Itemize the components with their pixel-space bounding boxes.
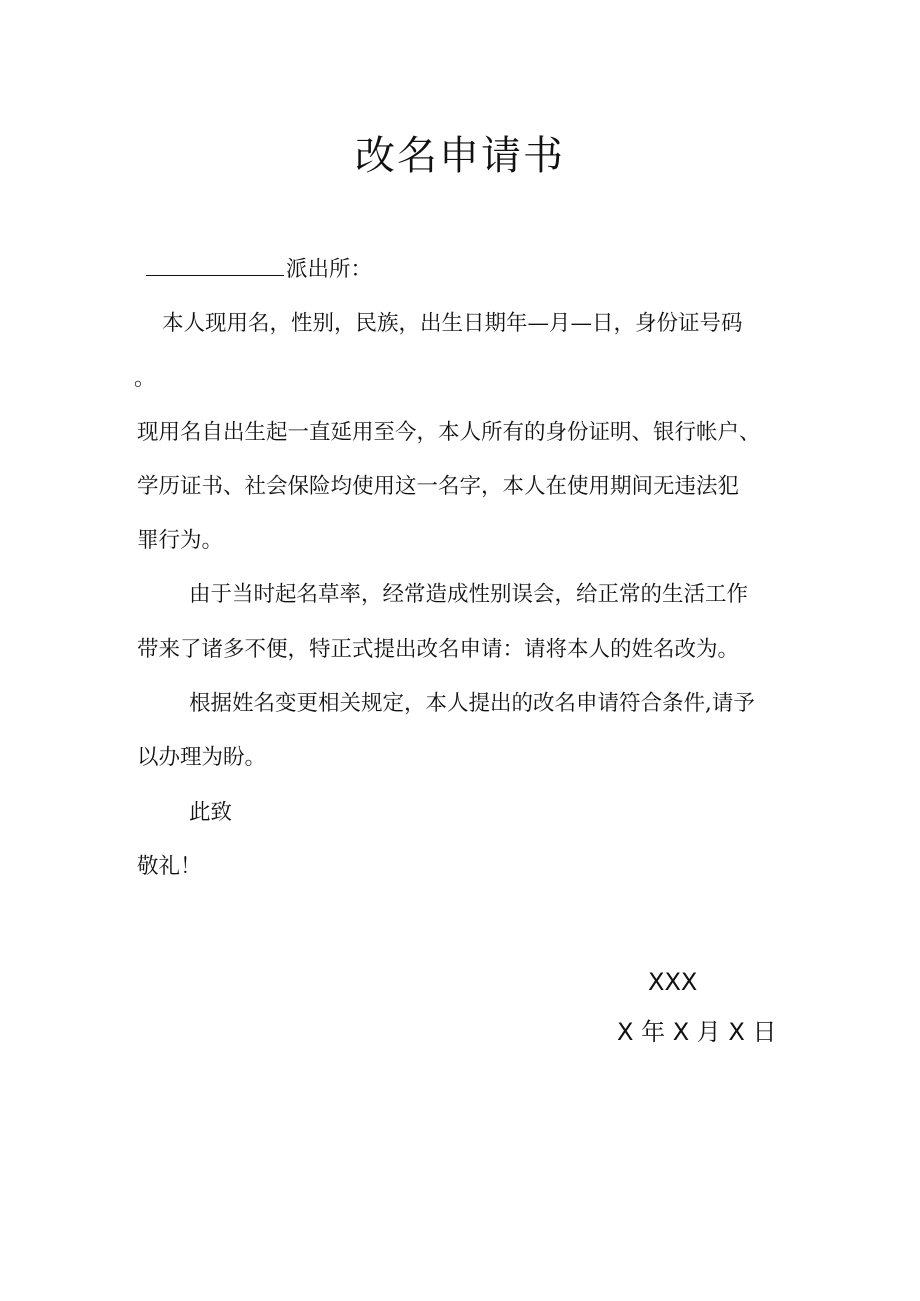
closing-line-2: 敬礼！ (137, 854, 202, 879)
body-line: 由于当时起名草率，经常造成性别误会，给正常的生活工作 (189, 582, 749, 607)
body-line: 以办理为盼。 (137, 745, 267, 770)
document-title: 改名申请书 (355, 133, 565, 179)
body-line: 。 (134, 366, 156, 391)
body-line: 罪行为。 (137, 528, 224, 553)
body-line: 现用名自出生起一直延用至今，本人所有的身份证明、银行帐户、 (137, 420, 761, 445)
closing-line-1: 此致 (189, 800, 233, 825)
body-line: 本人现用名，性别，民族，出生日期年—月—日，身份证号码 (162, 311, 743, 336)
addressee-suffix: 派出所： (286, 257, 373, 282)
signature-date: X 年 X 月 X 日 (617, 1018, 777, 1046)
body-line: 根据姓名变更相关规定，本人提出的改名申请符合条件,请予 (189, 691, 755, 716)
body-line: 学历证书、社会保险均使用这一名字，本人在使用期间无违法犯 (137, 474, 740, 499)
signature-name: XXX (648, 968, 698, 996)
addressee-line (146, 255, 372, 285)
body-line: 带来了诸多不便，特正式提出改名申请：请将本人的姓名改为。 (137, 637, 740, 662)
addressee-blank (146, 255, 284, 276)
